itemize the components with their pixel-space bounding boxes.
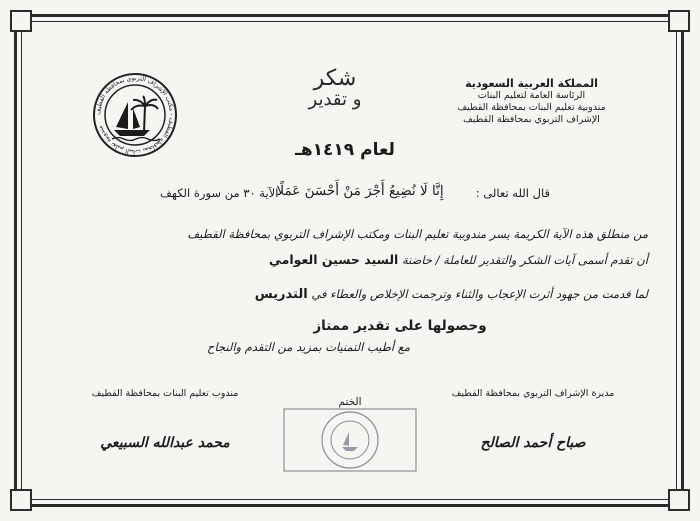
body-line-2 — [80, 252, 648, 268]
signer-left-title: مندوب تعليم البنات بمحافظة القطيف — [91, 388, 239, 399]
certificate-title — [275, 68, 395, 110]
logo-ring-text: مندوبية تعليم البنات بمحافظة القطيف - مكتب الإشراف التربوي بمحافظة القطيف — [94, 74, 176, 156]
official-stamp — [282, 407, 418, 473]
signer-left-name: محمد عبدالله السبيعي — [100, 435, 230, 451]
supervision-name: الإشراف التربوي بمحافظة القطيف — [463, 114, 600, 125]
corner-ornament — [10, 10, 32, 32]
corner-ornament — [668, 10, 690, 32]
body-line-2-text: أن تقدم أسمى آيات الشكر والتقدير للعاملة / حاضنة — [401, 253, 648, 267]
institution-logo — [92, 72, 178, 158]
signature-right — [438, 388, 628, 451]
stamp-label: الختم — [338, 396, 362, 408]
recipient-field: التدريس — [254, 287, 308, 302]
year-label: لعام ١٤١٩هـ — [295, 140, 395, 160]
corner-ornament — [668, 489, 690, 511]
quran-verse: إِنَّا لَا نُضِيعُ أَجْرَ مَنْ أَحْسَنَ عَمَلًا — [276, 183, 444, 199]
agency-name: مندوبية تعليم البنات بمحافظة القطيف — [457, 102, 606, 113]
body-line-3-text: لما قدمت من جهود أثرت الإعجاب والثناء وترجمت الإخلاص والعطاء في — [311, 287, 648, 301]
corner-ornament — [10, 489, 32, 511]
signer-right-name: صباح أحمد الصالح — [480, 435, 586, 451]
title-line-1: شكر — [313, 66, 357, 91]
verse-reference: الآية ٣٠ من سورة الكهف — [160, 186, 279, 200]
signer-right-title: مديرة الإشراف التربوي بمحافظة القطيف — [451, 388, 615, 399]
title-line-2: و تقدير — [308, 89, 362, 110]
kingdom-name: المملكة العربية السعودية — [465, 77, 598, 90]
body-line-1: من منطلق هذه الآية الكريمة يسر مندوبية تعليم البنات ومكتب الإشراف التربوي بمحافظة القطيف — [187, 227, 648, 241]
closing-wishes: مع أطيب التمنيات بمزيد من التقدم والنجاح — [207, 340, 410, 354]
grade-line: وحصولها على تقدير ممتاز — [313, 318, 487, 334]
body-line-3 — [80, 286, 648, 303]
signature-left — [70, 388, 260, 451]
recipient-name: السيد حسين العوامي — [268, 252, 399, 267]
issuer-header — [449, 78, 614, 126]
verse-label: قال الله تعالى : — [475, 186, 550, 200]
presidency-name: الرئاسة العامة لتعليم البنات — [477, 90, 586, 101]
